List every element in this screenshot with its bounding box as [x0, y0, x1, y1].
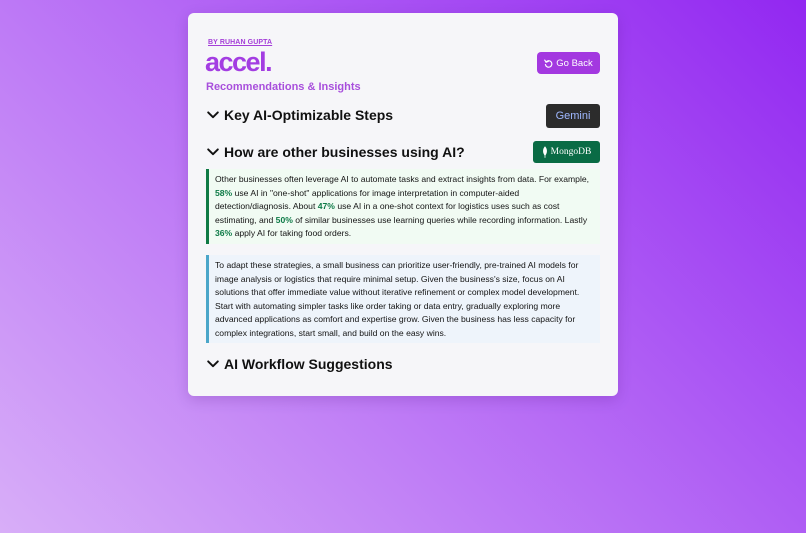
section-title: How are other businesses using AI? — [224, 144, 465, 160]
recommendation-panel — [206, 255, 600, 343]
chevron-down-icon — [207, 360, 219, 368]
gemini-badge-label: Gemini — [555, 110, 591, 122]
section-ai-workflow[interactable] — [207, 356, 393, 372]
gemini-badge — [546, 104, 600, 128]
insight-text: of similar businesses use learning queries while recording information. Lastly — [292, 214, 588, 225]
stat-highlight: 47% — [317, 201, 335, 211]
section-key-ai-steps[interactable] — [207, 107, 393, 123]
go-back-label: Go Back — [556, 57, 593, 69]
insight-text: Other businesses often leverage AI to automate tasks and extract insights from data. For example, — [215, 174, 590, 184]
recommendation-text: To adapt these strategies, a small business can prioritize user-friendly, pre-trained AI models for image analysis or logistics that require minimal setup. Given the business's size, focus on AI solutions that offer immediate value without iterative refinement or complex model development. Start with automating simpler tasks like order taking or data entry, gradually exploring more advanced applications as comfort and expertise grow. Given the business has less capacity for complex integrations, start small, and build on the easy wins. — [215, 260, 580, 338]
go-back-button[interactable] — [537, 52, 600, 74]
stat-highlight: 58% — [215, 187, 233, 198]
insight-panel — [206, 169, 600, 244]
stat-highlight: 50% — [275, 214, 293, 225]
chevron-down-icon — [207, 148, 219, 156]
chevron-down-icon — [207, 111, 219, 119]
mongodb-badge-label: MongoDB — [550, 147, 592, 157]
leaf-icon — [542, 146, 548, 158]
stat-highlight: 36% — [215, 228, 233, 238]
app-logo: accel. — [205, 47, 272, 77]
author-byline[interactable]: BY RUHAN GUPTA — [208, 39, 273, 46]
insight-text: use AI in a one-shot context for logistics uses such as cost estimating, and — [215, 201, 560, 225]
undo-arrow-icon — [544, 59, 553, 68]
section-title: AI Workflow Suggestions — [224, 356, 393, 372]
page-subtitle: Recommendations & Insights — [206, 81, 361, 93]
insight-text: use AI in "one-shot" applications for image interpretation in computer-aided detection/diagnosis. About — [215, 187, 520, 211]
insight-text: apply AI for taking food orders. — [232, 228, 352, 238]
section-title: Key AI-Optimizable Steps — [224, 107, 394, 123]
mongodb-badge — [533, 141, 600, 163]
main-card — [188, 13, 618, 396]
section-businesses-using-ai[interactable] — [207, 144, 465, 160]
